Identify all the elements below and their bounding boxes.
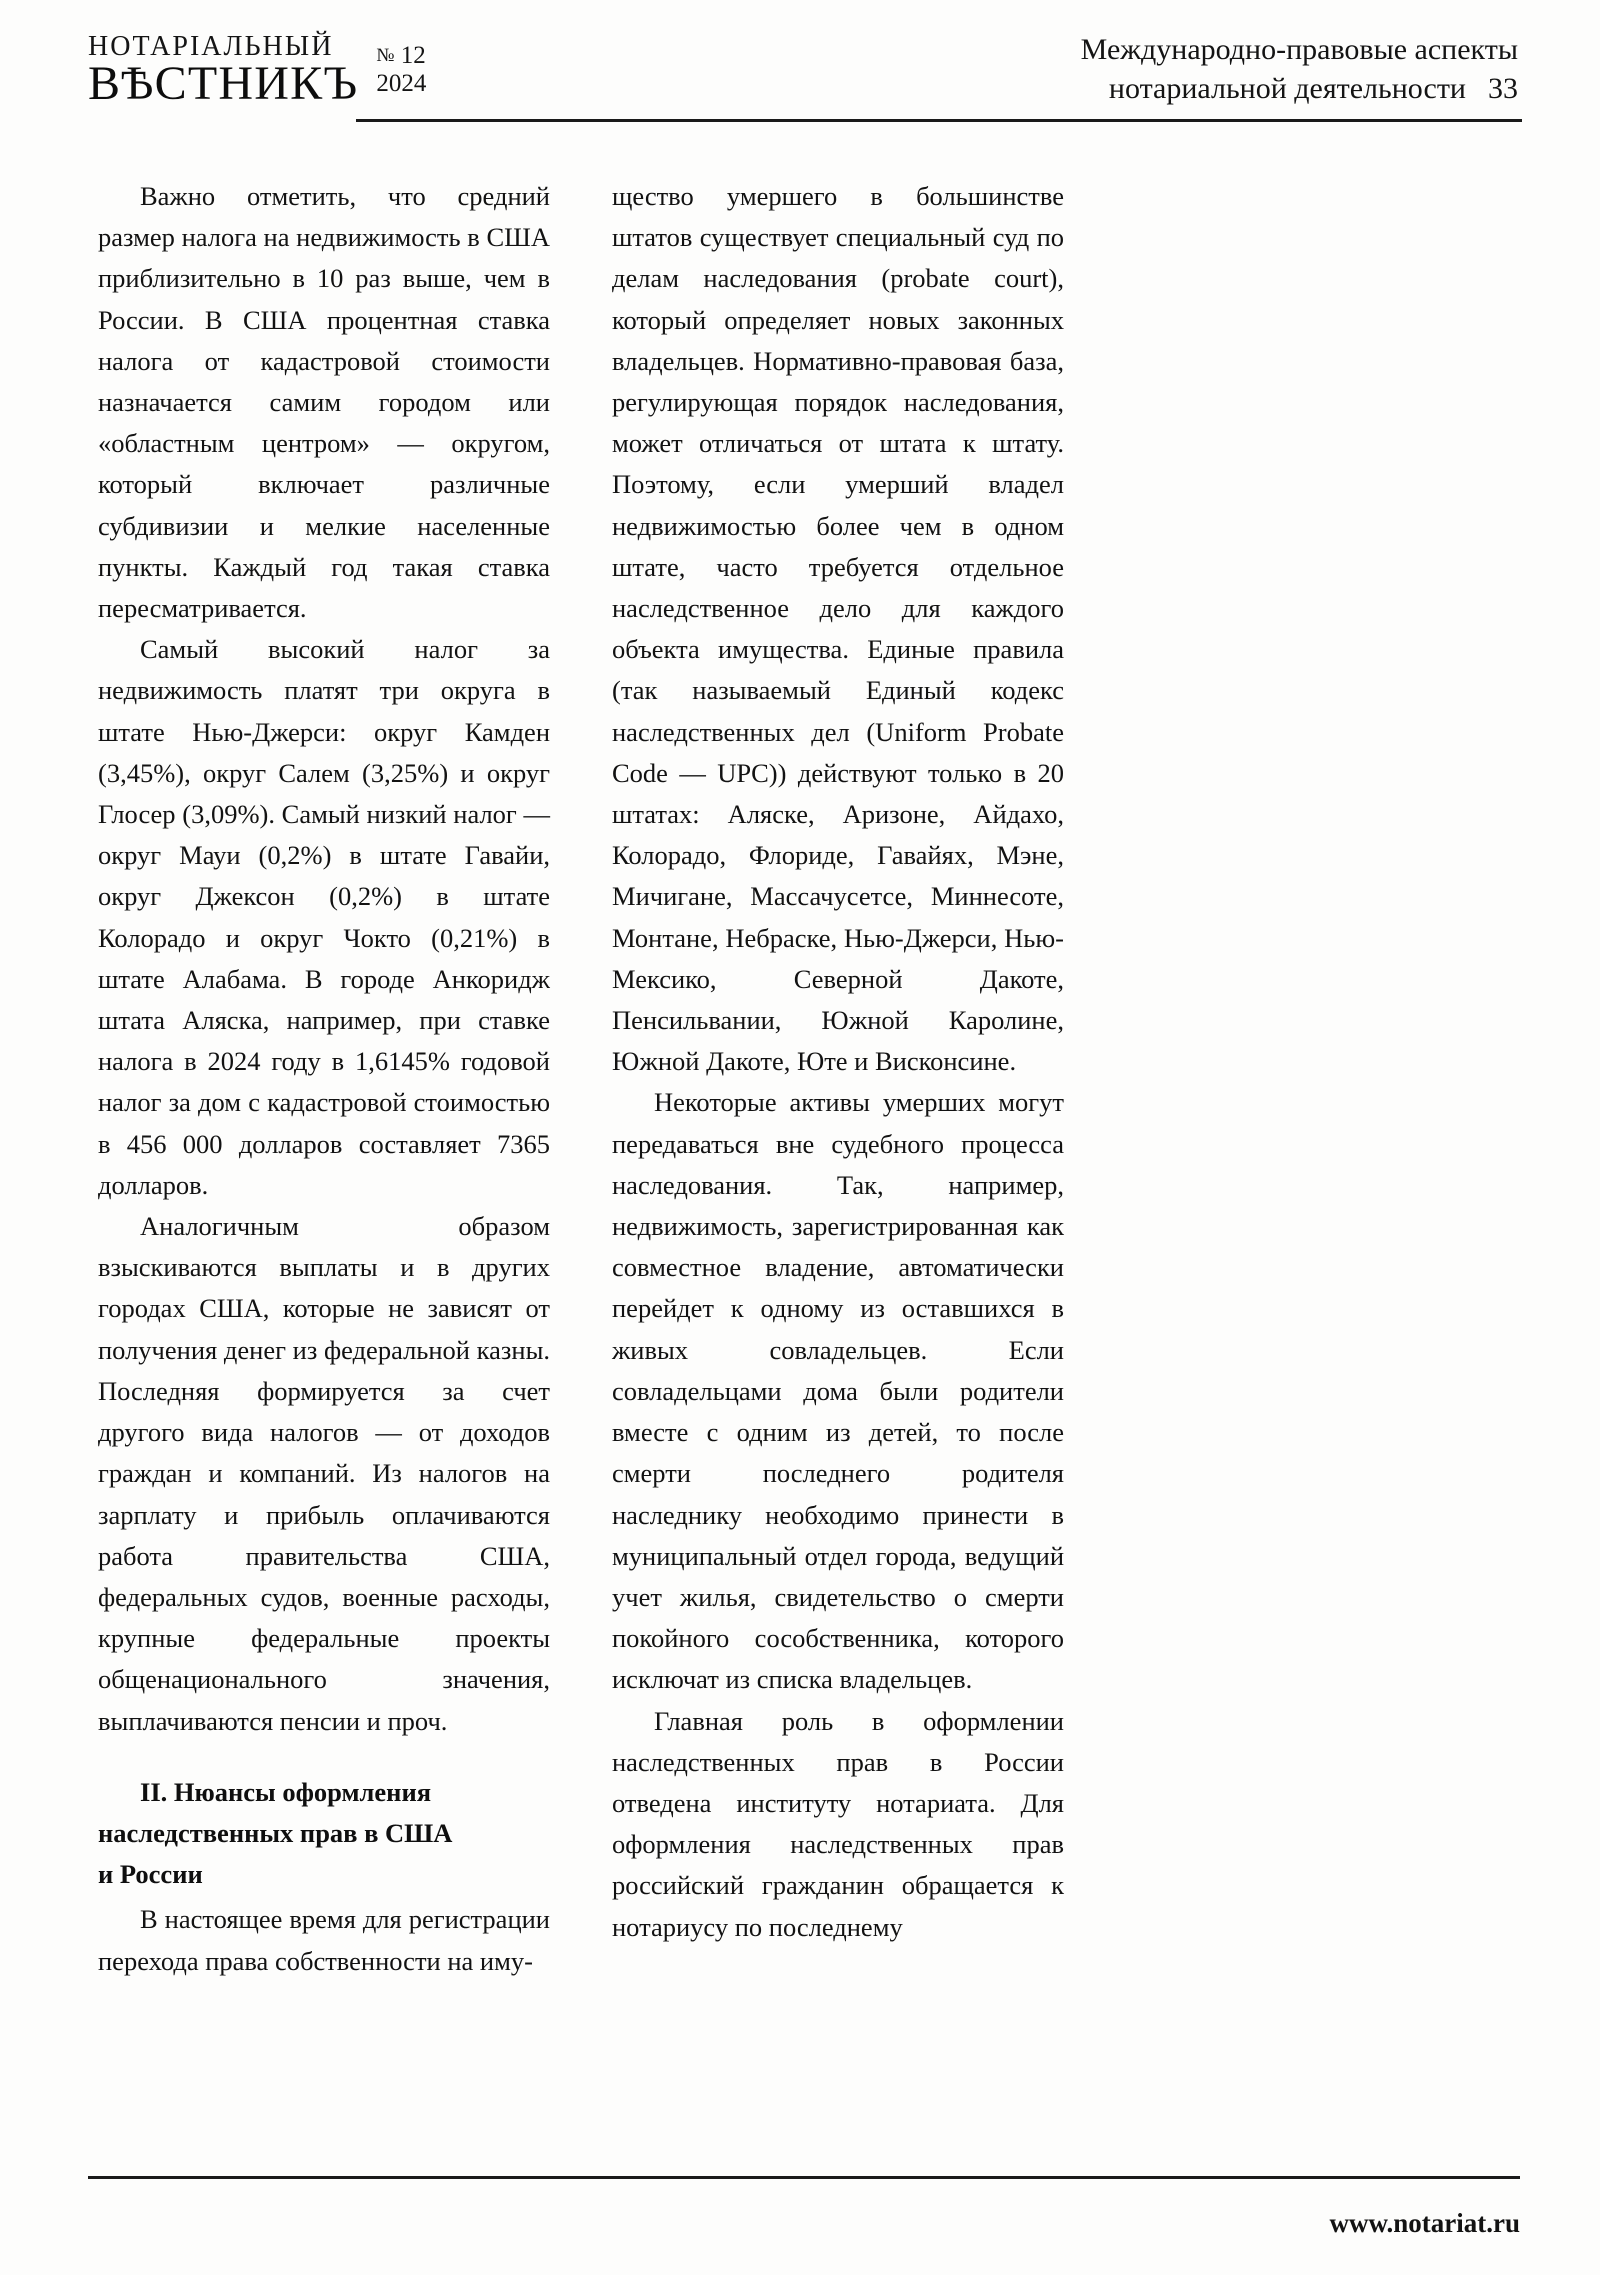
section-heading-line-2: наследственных прав в США	[98, 1817, 453, 1848]
running-title-line-2-with-pageno	[1109, 69, 1518, 108]
running-title-line-2: нотариальной деятельности	[1108, 72, 1466, 105]
right-column	[612, 176, 1064, 1982]
paragraph: Главная роль в оформлении наследственных прав в России отведена институту нотариата. Для оформления наследственных прав российский гражданин обращается к нотариусу по последнему	[612, 1705, 1064, 1942]
paragraph: В настоящее время для регистрации перехода права собственности на иму-	[98, 1904, 550, 1976]
masthead-title	[88, 31, 359, 110]
paragraph: щество умершего в большинстве штатов существует специальный суд по делам наследования (probate court), который определяет новых законных владельцев. Нормативно-правовая база, регулирующая порядок наследования, может отличаться от штата к штату. Поэтому, если умерший владел недвижимостью более чем в одном штате, часто требуется отдельное наследственное дело для каждого объекта имущества. Единые правила (так называемый Единый кодекс наследственных дел (Uniform Probate Code — UPC)) действуют только в 20 штатах: Аляске, Аризоне, Айдахо, Колорадо, Флориде, Гавайях, Мэне, Мичигане, Массачусетсе, Миннесоте, Монтане, Небраске, Нью-Джерси, Нью-Мексико, Северной Дакоте, Пенсильвании, Южной Каролине, Южной Дакоте, Юте и Висконсине.	[612, 181, 1064, 1077]
number-sign-icon: №	[376, 45, 395, 66]
issue-number-line	[376, 42, 426, 70]
section-heading-line-1: II. Нюансы оформления	[140, 1776, 432, 1807]
section-heading	[98, 1772, 550, 1896]
page-footer	[88, 2208, 1520, 2239]
paragraph: Аналогичным образом взыскиваются выплаты и в других городах США, которые не зависят от получения денег из федеральной казны. Последняя формируется за счет другого вида налогов — от доходов граждан и компаний. Из налогов на зарплату и прибыль оплачиваются работа правительства США, федеральных судов, военные расходы, крупные федеральные проекты общенационального значения, выплачиваются пенсии и проч.	[98, 1211, 550, 1736]
issue-number: 12	[400, 42, 426, 69]
running-title	[426, 28, 1522, 108]
masthead	[88, 28, 427, 110]
issue-year: 2024	[376, 70, 427, 97]
paragraph: Самый высокий налог за недвижимость платят три округа в штате Нью-Джерси: округ Камден (3,45%), округ Салем (3,25%) и округ Глосер (3,09%). Самый низкий налог — округ Мауи (0,2%) в штате Гавайи, округ Джексон (0,2%) в штате Колорадо и округ Чокто (0,21%) в штате Алабама. В городе Анкоридж штата Аляска, например, при ставке налога в 2024 году в 1,6145% годовой налог за дом с кадастровой стоимостью в 456 000 долларов составляет 7365 долларов.	[98, 634, 550, 1200]
page-header	[88, 28, 1522, 120]
running-title-line-1: Международно-правовые аспекты	[1080, 33, 1518, 66]
left-column	[98, 176, 550, 1982]
masthead-line-1: НОТАРІАЛЬНЫЙ	[88, 31, 334, 62]
footer-divider	[88, 2176, 1520, 2179]
header-divider	[356, 119, 1522, 122]
body-columns	[98, 176, 1522, 1982]
section-heading-line-3: и России	[98, 1859, 203, 1890]
issue-info	[376, 34, 426, 98]
website-link[interactable]: www.notariat.ru	[1329, 2208, 1520, 2238]
paragraph: Важно отметить, что средний размер налога на недвижимость в США приблизительно в 10 раз выше, чем в России. В США процентная ставка налога от кадастровой стоимости назначается самим городом или «областным центром» — округом, который включает различные субдивизии и мелкие населенные пункты. Каждый год такая ставка пересматривается.	[98, 181, 550, 624]
paragraph: Некоторые активы умерших могут передаваться вне судебного процесса наследования. Так, например, недвижимость, зарегистрированная как совместное владение, автоматически перейдет к одному из оставшихся в живых совладельцев. Если совладельцами дома были родители вместе с одним из детей, то после смерти последнего родителя наследнику необходимо принести в муниципальный отдел города, ведущий учет жилья, свидетельство о смерти покойного сособственника, которого исключат из списка владельцев.	[612, 1087, 1064, 1695]
page-number: 33	[1488, 72, 1518, 105]
masthead-line-2: ВѢСТНИКЪ	[88, 56, 359, 110]
